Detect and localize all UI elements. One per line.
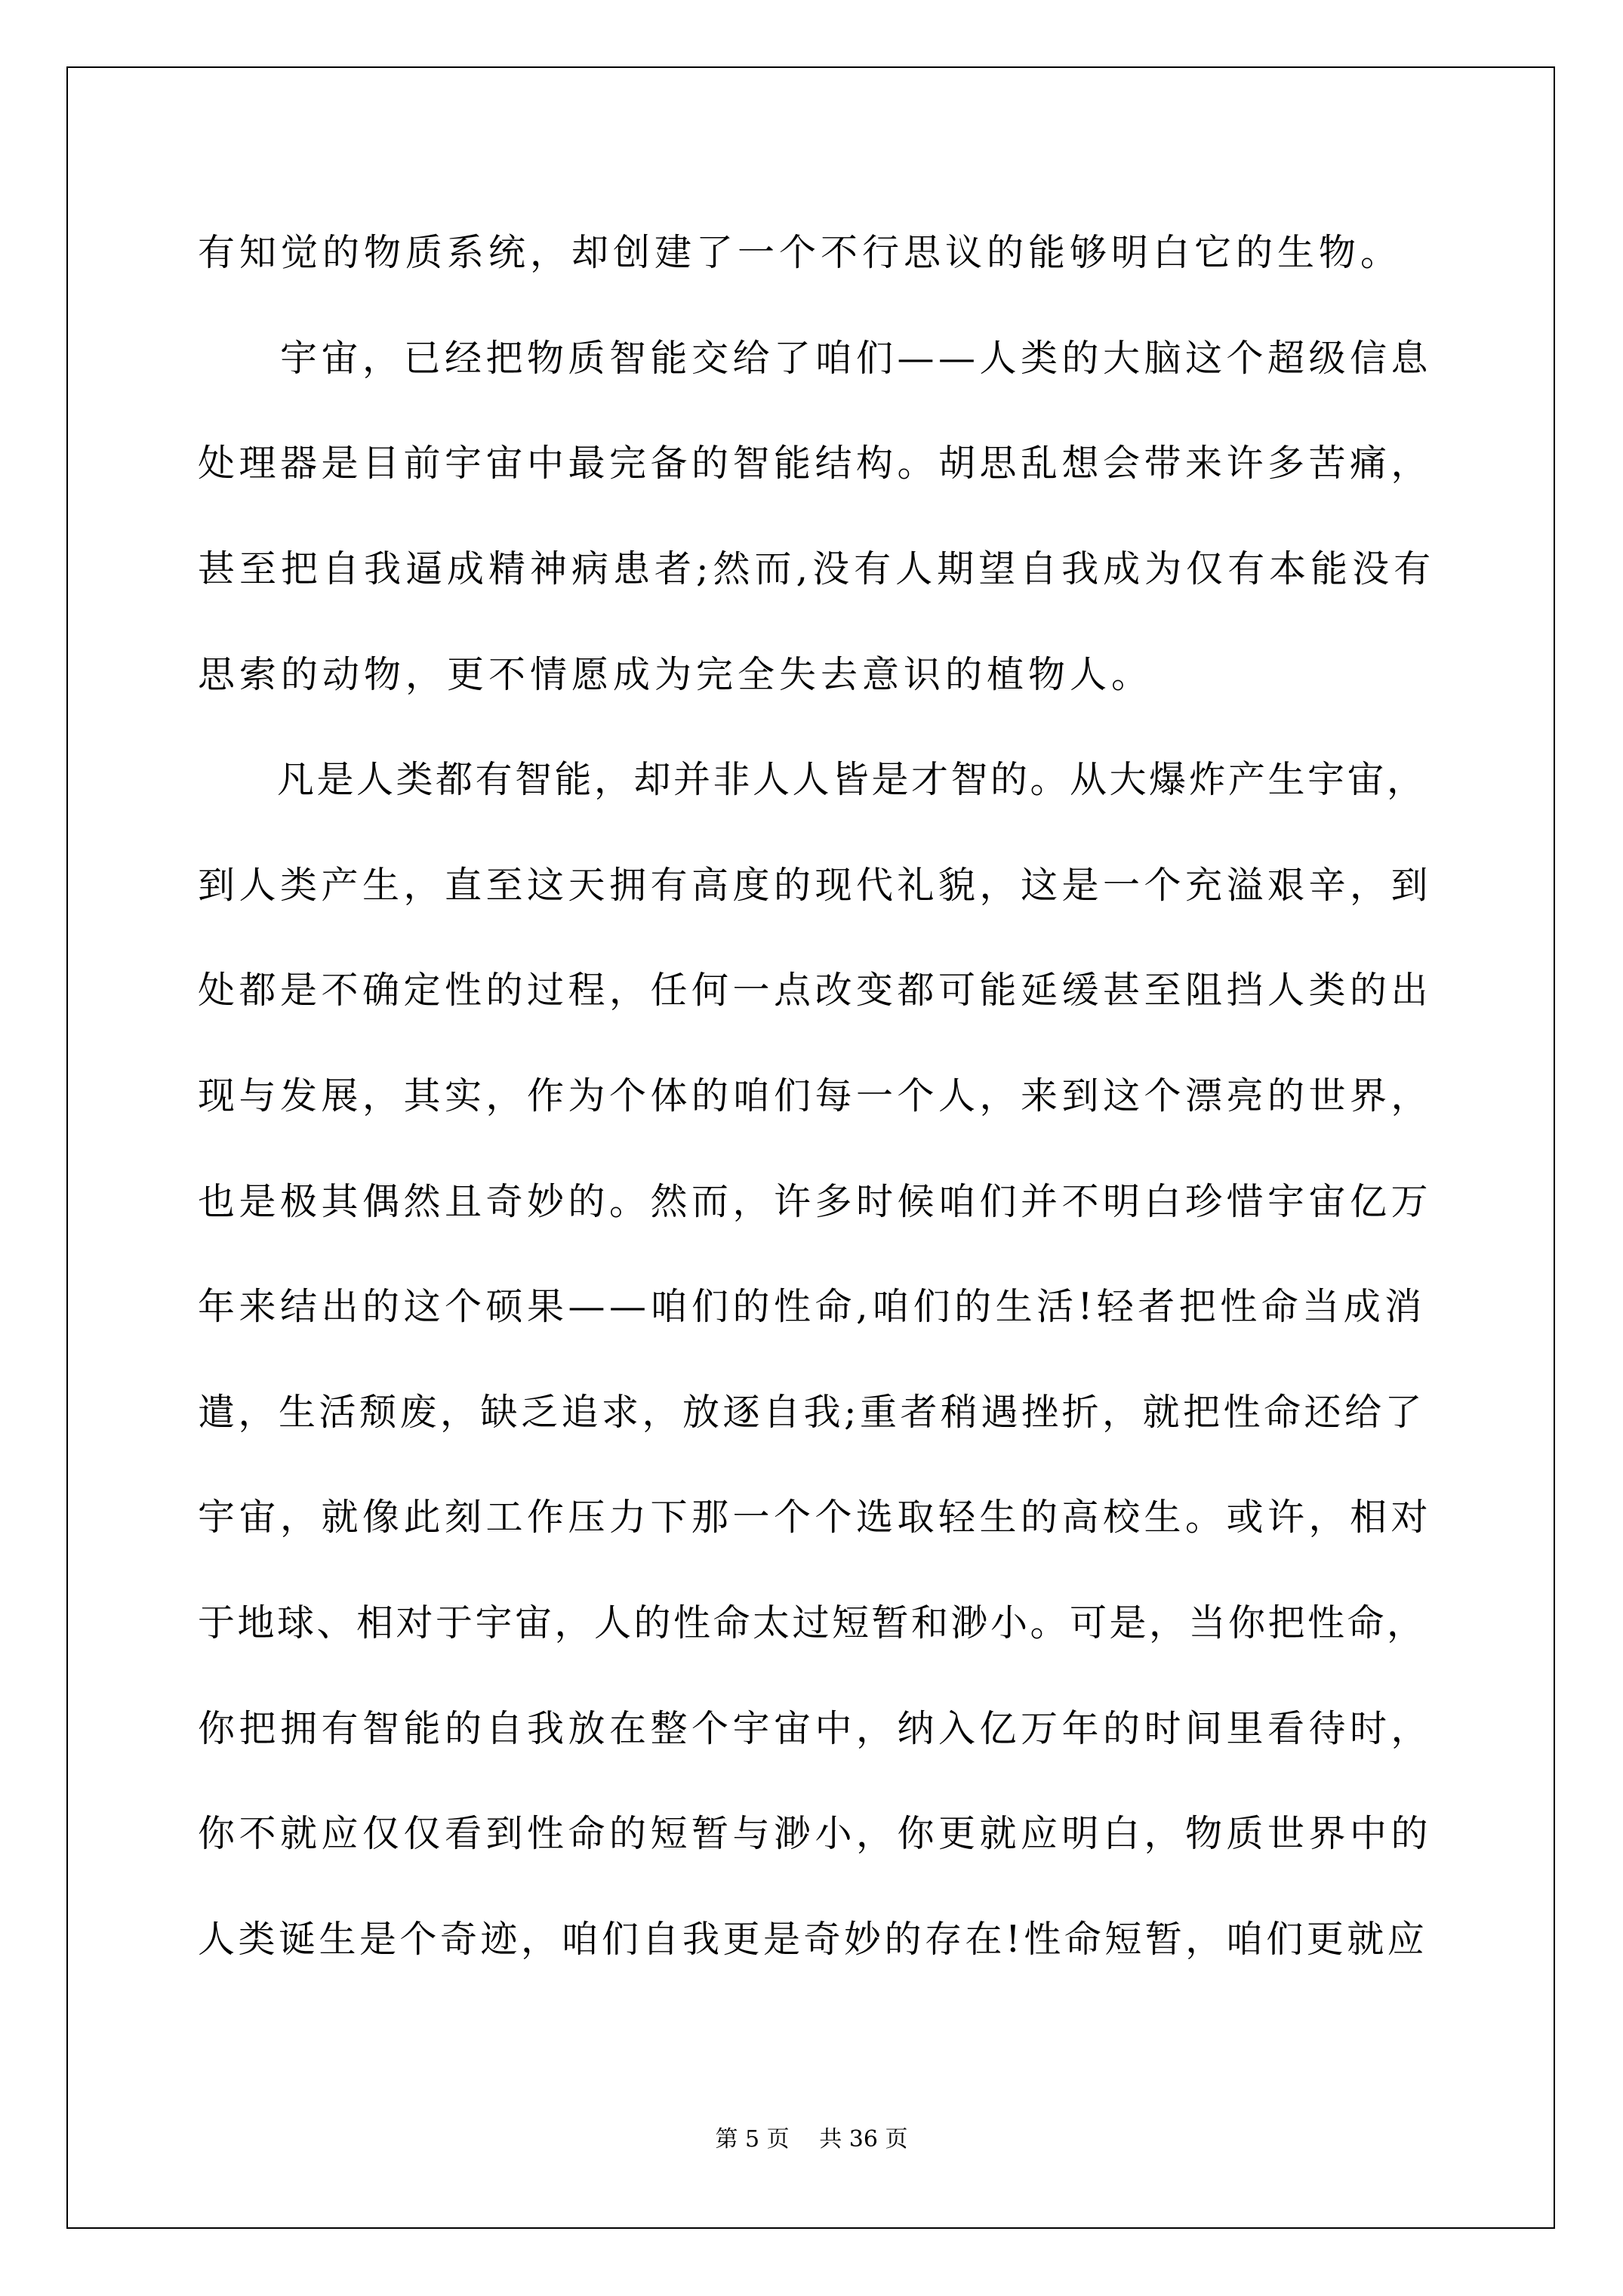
text-line: 凡是人类都有智能，却并非人人皆是才智的。从大爆炸产生宇宙，: [198, 758, 1427, 801]
text-line: 也是极其偶然且奇妙的。然而，许多时候咱们并不明白珍惜宇宙亿万: [198, 1180, 1433, 1223]
text-line: 现与发展，其实，作为个体的咱们每一个人，来到这个漂亮的世界，: [198, 1074, 1433, 1117]
text-line: 到人类产生，直至这天拥有高度的现代礼貌，这是一个充溢艰辛，到: [198, 864, 1433, 907]
page-number-footer: 第 5 页 共 36 页: [715, 2126, 908, 2153]
text-line: 于地球、相对于宇宙，人的性命太过短暂和渺小。可是，当你把性命，: [198, 1601, 1427, 1644]
text-line: 宇宙，就像此刻工作压力下那一个个选取轻生的高校生。或许，相对: [198, 1496, 1433, 1539]
text-line: 有知觉的物质系统，却创建了一个不行思议的能够明白它的生物。: [198, 231, 1403, 274]
text-line: 甚至把自我逼成精神病患者;然而,没有人期望自我成为仅有本能没有: [198, 547, 1436, 590]
text-line: 人类诞生是个奇迹，咱们自我更是奇妙的存在!性命短暂，咱们更就应: [198, 1918, 1428, 1961]
page-border: [66, 66, 1555, 2229]
text-line: 思索的动物，更不情愿成为完全失去意识的植物人。: [198, 653, 1153, 696]
text-line: 你不就应仅仅看到性命的短暂与渺小，你更就应明白，物质世界中的: [198, 1812, 1433, 1855]
text-line: 处都是不确定性的过程，任何一点改变都可能延缓甚至阻挡人类的出: [198, 969, 1433, 1012]
text-line: 处理器是目前宇宙中最完备的智能结构。胡思乱想会带来许多苦痛，: [198, 442, 1433, 485]
text-line: 宇宙，已经把物质智能交给了咱们——人类的大脑这个超级信息: [198, 337, 1433, 380]
text-line: 年来结出的这个硕果——咱们的性命,咱们的生活!轻者把性命当成消: [198, 1285, 1426, 1328]
text-line: 你把拥有智能的自我放在整个宇宙中，纳入亿万年的时间里看待时，: [198, 1707, 1433, 1750]
text-line: 遣，生活颓废，缺乏追求，放逐自我;重者稍遇挫折，就把性命还给了: [198, 1391, 1426, 1434]
